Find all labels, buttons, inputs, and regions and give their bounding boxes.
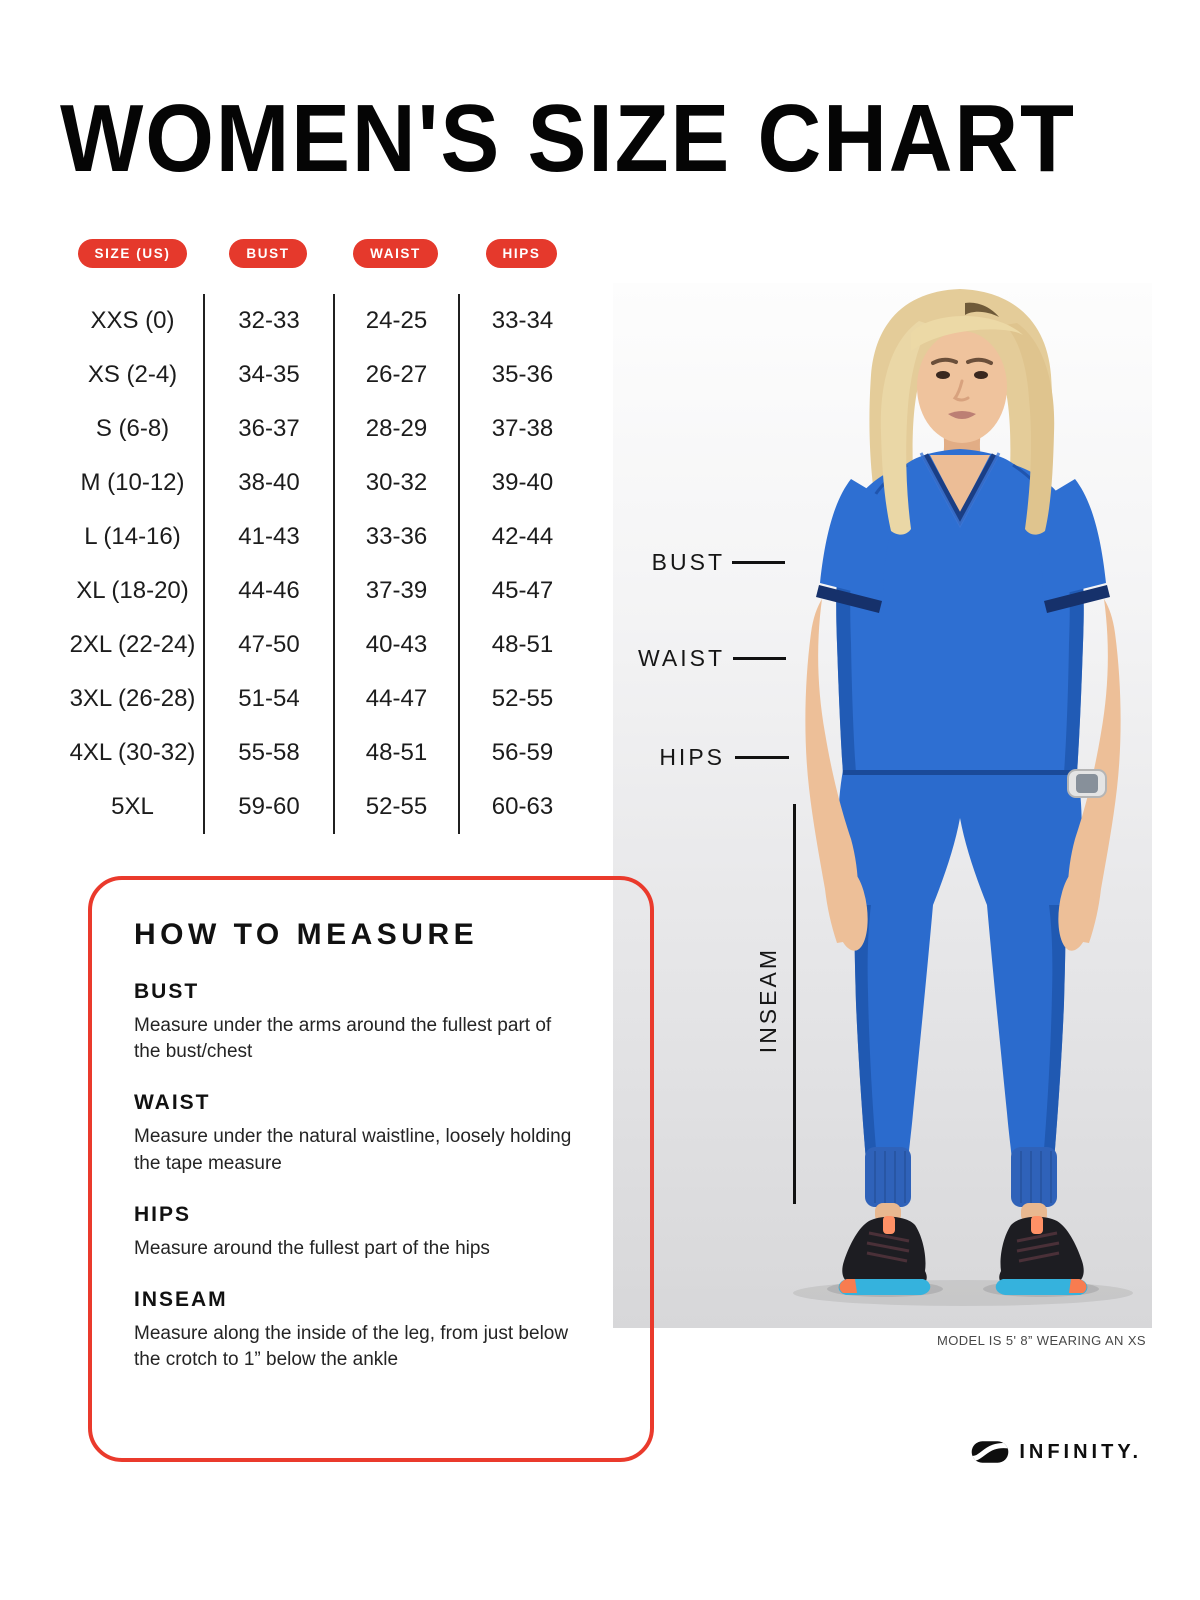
bust-cell: 59-60: [203, 780, 333, 834]
bust-cell: 41-43: [203, 510, 333, 564]
size-table-row: [62, 294, 585, 348]
waist-cell: 28-29: [333, 402, 458, 456]
measure-inseam-label: INSEAM: [134, 1288, 228, 1312]
waist-cell: 26-27: [333, 348, 458, 402]
bust-cell: 36-37: [203, 402, 333, 456]
waist-cell: 52-55: [333, 780, 458, 834]
size-cell: 2XL (22-24): [69, 631, 196, 658]
size-table-row: [62, 618, 585, 672]
brand-wordmark: INFINITY.: [1019, 1440, 1142, 1463]
how-to-measure-heading: HOW TO MEASURE: [134, 918, 479, 951]
bust-callout-line: [732, 561, 785, 564]
size-cell: 5XL: [111, 793, 154, 820]
bust-cell: 32-33: [203, 294, 333, 348]
hips-cell: 33-34: [458, 294, 585, 348]
header-slot: [458, 239, 585, 268]
measure-hips-text: Measure around the fullest part of the hips: [134, 1237, 490, 1259]
model-caption: MODEL IS 5' 8” WEARING AN XS: [937, 1333, 1146, 1348]
hips-cell: 37-38: [458, 402, 585, 456]
page-title: WOMEN'S SIZE CHART: [60, 85, 1076, 192]
size-table-row: [62, 456, 585, 510]
measure-bust-label: BUST: [134, 980, 200, 1003]
brand-logo: [971, 1440, 1142, 1464]
size-cell: XL (18-20): [76, 577, 189, 604]
header-pill-size: SIZE (US): [78, 239, 188, 268]
size-cell: L (14-16): [84, 523, 181, 550]
measure-waist-text: Measure under the natural waistline, loosely holding the tape measure: [134, 1126, 572, 1174]
waist-cell: 48-51: [333, 726, 458, 780]
bust-cell: 44-46: [203, 564, 333, 618]
waist-cell: 24-25: [333, 294, 458, 348]
size-table-row: [62, 564, 585, 618]
header-slot: [62, 239, 203, 268]
size-cell: 4XL (30-32): [69, 739, 196, 766]
size-cell: 3XL (26-28): [69, 685, 196, 712]
size-cell: XS (2-4): [87, 361, 178, 388]
size-cell: M (10-12): [80, 469, 185, 496]
hips-cell: 48-51: [458, 618, 585, 672]
size-table-row: [62, 672, 585, 726]
waist-cell: 44-47: [333, 672, 458, 726]
size-cell: XXS (0): [90, 307, 175, 334]
inseam-callout-label: INSEAM: [755, 947, 781, 1054]
size-table-row: [62, 510, 585, 564]
header-pill-hips: HIPS: [486, 239, 558, 268]
model-photo-illustration: [613, 283, 1152, 1328]
bust-cell: 47-50: [203, 618, 333, 672]
bust-cell: 34-35: [203, 348, 333, 402]
size-table-row: [62, 780, 585, 834]
hips-cell: 39-40: [458, 456, 585, 510]
hips-cell: 60-63: [458, 780, 585, 834]
size-cell: S (6-8): [95, 415, 170, 442]
waist-callout-label: WAIST: [638, 645, 725, 671]
hips-cell: 56-59: [458, 726, 585, 780]
bust-cell: 38-40: [203, 456, 333, 510]
header-pill-bust: BUST: [229, 239, 306, 268]
header-slot: [333, 239, 458, 268]
bust-cell: 55-58: [203, 726, 333, 780]
infinity-logo-icon: [971, 1440, 1009, 1464]
hips-cell: 42-44: [458, 510, 585, 564]
size-table-header: [62, 239, 585, 268]
hips-cell: 35-36: [458, 348, 585, 402]
size-table-row: [62, 402, 585, 456]
waist-cell: 37-39: [333, 564, 458, 618]
inseam-callout-line: [793, 804, 796, 1204]
waist-cell: 33-36: [333, 510, 458, 564]
hips-callout-label: HIPS: [659, 744, 725, 770]
bust-callout-label: BUST: [651, 549, 725, 575]
hips-cell: 52-55: [458, 672, 585, 726]
measure-hips-label: HIPS: [134, 1202, 192, 1226]
waist-cell: 40-43: [333, 618, 458, 672]
hips-cell: 45-47: [458, 564, 585, 618]
model-photo: [613, 283, 1152, 1328]
waist-cell: 30-32: [333, 456, 458, 510]
header-slot: [203, 239, 333, 268]
header-pill-waist: WAIST: [353, 239, 438, 268]
size-table-row: [62, 726, 585, 780]
waist-callout-line: [733, 657, 786, 660]
size-table: [62, 294, 585, 834]
measure-bust-text: Measure under the arms around the fullest part of the bust/chest: [134, 1015, 552, 1063]
measure-waist-label: WAIST: [134, 1091, 211, 1115]
size-table-row: [62, 348, 585, 402]
how-to-measure-box: [88, 876, 654, 1462]
bust-cell: 51-54: [203, 672, 333, 726]
measure-inseam-text: Measure along the inside of the leg, from just below the crotch to 1” below the ankle: [134, 1323, 569, 1371]
hips-callout-line: [735, 756, 789, 759]
